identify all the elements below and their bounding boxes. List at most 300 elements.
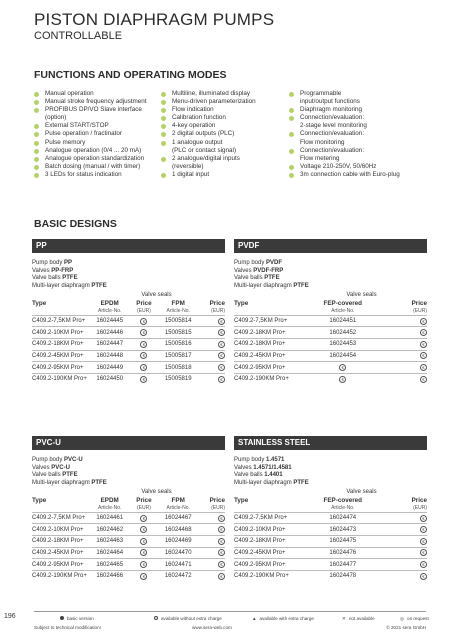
article-cell	[296, 339, 390, 351]
sub-eur: (EUR)	[137, 308, 151, 315]
table-row	[32, 536, 225, 548]
function-item: 3 LEDs for status indication	[34, 171, 164, 179]
sub-eur-2: (EUR)	[211, 308, 225, 315]
pvcu-panel	[32, 436, 225, 582]
stainless-steel-panel	[234, 436, 427, 582]
price-cell	[390, 536, 427, 548]
article-cell	[296, 373, 390, 385]
material-label: Pump body	[234, 260, 267, 266]
material-value: PVC-U	[51, 464, 70, 471]
article-cell	[296, 315, 390, 327]
type-cell: C409.2-190KM Pro+	[234, 570, 296, 582]
price-icon: €	[140, 526, 147, 533]
sub-article-2: Article-No.	[166, 505, 190, 512]
material-label: Multi-layer diaphragm	[234, 479, 294, 486]
header-row	[234, 496, 427, 504]
price-cell-2	[200, 315, 225, 327]
price-cell	[131, 362, 156, 374]
table-row	[234, 536, 427, 548]
col-fep: FEP-covered	[323, 496, 363, 504]
footer-note: Subject to technical modification!	[34, 625, 101, 630]
table-row	[32, 547, 225, 559]
function-item: Programmable	[289, 90, 424, 98]
function-item: Batch dosing (manual / with timer)	[34, 163, 164, 171]
header-row	[32, 299, 225, 307]
type-cell: C409.2-7,5KM Pro+	[32, 315, 88, 327]
type-cell: C409.2-190KM Pro+	[32, 373, 88, 385]
type-cell: C409.2-45KM Pro+	[32, 547, 88, 559]
type-cell: C409.2-10KM Pro+	[32, 327, 88, 339]
price-cell-2	[200, 547, 225, 559]
material-line	[234, 283, 427, 291]
article-cell: 16024465	[88, 559, 131, 571]
price-cell	[390, 327, 427, 339]
type-cell: C409.2-18KM Pro+	[234, 536, 296, 548]
material-label: Valve balls	[234, 472, 265, 479]
article-number: 16024452	[329, 329, 357, 336]
material-description	[234, 260, 427, 290]
material-line	[32, 457, 225, 465]
valve-seals-label: Valve seals	[346, 291, 377, 298]
price-cell	[131, 327, 156, 339]
material-line	[32, 260, 225, 268]
material-label: Valves	[234, 267, 254, 274]
material-label: Valve balls	[32, 472, 63, 479]
article-number: 16024451	[329, 318, 357, 325]
col-type: Type	[32, 299, 47, 307]
col-epdm: EPDM	[100, 496, 119, 504]
price-icon: €	[420, 573, 427, 580]
valve-seals-row	[234, 487, 427, 496]
col-type: Type	[234, 496, 249, 504]
price-cell	[131, 570, 156, 582]
material-label: Valves	[32, 267, 52, 274]
valve-seals-row	[234, 290, 427, 299]
price-icon: €	[140, 352, 147, 359]
price-icon: €	[140, 341, 147, 348]
sub-article: Article-No.	[331, 505, 355, 512]
price-cell	[390, 524, 427, 536]
col-fep: FEP-covered	[323, 299, 363, 307]
article-cell	[296, 362, 390, 374]
table-row	[234, 350, 427, 362]
article-number: 16024476	[329, 549, 357, 556]
material-value: PTFE	[91, 282, 107, 289]
article-cell-2: 16024469	[156, 536, 199, 548]
page-number: 196	[4, 613, 16, 620]
article-cell-2: 15005819	[156, 373, 199, 385]
function-item: Connection/evaluation:	[289, 147, 424, 155]
type-cell: C409.2-10KM Pro+	[32, 524, 88, 536]
material-label: Pump body	[234, 457, 267, 463]
col-fpm: FPM	[171, 496, 185, 504]
material-value: 1.4571/1.4581	[253, 464, 292, 471]
type-cell: C409.2-18KM Pro+	[234, 327, 296, 339]
article-cell-2: 15005818	[156, 362, 199, 374]
material-description	[234, 457, 427, 487]
material-label: Valves	[234, 464, 254, 471]
article-cell	[296, 559, 390, 571]
function-item: Manual stroke frequency adjustment	[34, 98, 164, 106]
article-cell: 16024462	[88, 524, 131, 536]
subheader-row	[234, 504, 427, 512]
on-request-icon: ◎	[400, 616, 405, 621]
material-value: PTFE	[62, 275, 78, 282]
price-cell-2	[200, 327, 225, 339]
table-row	[234, 339, 427, 351]
table-row	[234, 315, 427, 327]
material-line	[234, 465, 427, 473]
function-item: input/output functions	[300, 98, 360, 106]
legend	[34, 611, 429, 621]
subheader-row	[234, 307, 427, 315]
price-icon: €	[140, 538, 147, 545]
price-icon: €	[420, 318, 427, 325]
price-icon: €	[218, 341, 225, 348]
type-cell: C409.2-18KM Pro+	[234, 339, 296, 351]
price-icon: €	[218, 538, 225, 545]
function-item: 2 digital outputs (PLC)	[161, 130, 291, 138]
material-label: Valves	[32, 464, 52, 471]
price-icon: €	[420, 376, 427, 383]
article-cell: 16024445	[88, 315, 131, 327]
col-type: Type	[32, 496, 47, 504]
price-cell	[131, 536, 156, 548]
price-icon: €	[218, 329, 225, 336]
type-cell: C409.2-95KM Pro+	[234, 362, 296, 374]
price-cell-2	[200, 570, 225, 582]
function-item: 1 digital input	[161, 171, 291, 179]
table-row	[234, 570, 427, 582]
price-icon: €	[218, 561, 225, 568]
price-icon: €	[420, 364, 427, 371]
material-line	[32, 275, 225, 283]
article-cell	[296, 327, 390, 339]
price-cell-2	[200, 524, 225, 536]
price-icon: €	[218, 526, 225, 533]
type-cell: C409.2-7,5KM Pro+	[234, 512, 296, 524]
article-cell: 16024463	[88, 536, 131, 548]
legend-basic-version: basic version	[60, 616, 94, 621]
type-cell: C409.2-7,5KM Pro+	[32, 512, 88, 524]
cross-icon: ✕	[342, 616, 346, 621]
sub-eur: (EUR)	[413, 308, 427, 315]
pp-panel	[32, 239, 225, 385]
function-item: Connection/evaluation:	[289, 130, 424, 138]
sub-eur: (EUR)	[137, 505, 151, 512]
material-line	[32, 268, 225, 276]
page-title: PISTON DIAPHRAGM PUMPS	[34, 10, 275, 29]
table-row	[32, 315, 225, 327]
price-icon: €	[218, 364, 225, 371]
subheader-row	[32, 504, 225, 512]
sub-eur-2: (EUR)	[211, 505, 225, 512]
article-cell	[296, 570, 390, 582]
material-description	[32, 260, 225, 290]
function-item: 2 analogue/digital inputs	[161, 155, 291, 163]
price-cell	[131, 339, 156, 351]
col-price-2: Price	[209, 496, 225, 504]
material-line	[234, 260, 427, 268]
type-cell: C409.2-45KM Pro+	[32, 350, 88, 362]
price-icon: €	[420, 538, 427, 545]
functions-column-3	[289, 90, 424, 179]
legend-without-extra-charge: available without extra charge	[154, 616, 222, 621]
col-price: Price	[411, 496, 427, 504]
pvdf-panel	[234, 239, 427, 385]
header-row	[234, 299, 427, 307]
price-cell	[131, 315, 156, 327]
table-row	[32, 327, 225, 339]
price-icon: €	[420, 352, 427, 359]
article-cell-2: 15005817	[156, 350, 199, 362]
function-item: Analogue operation standardization	[34, 155, 164, 163]
table-row	[32, 362, 225, 374]
material-line	[32, 465, 225, 473]
price-icon: €	[218, 515, 225, 522]
article-cell: 16024446	[88, 327, 131, 339]
table-row	[32, 373, 225, 385]
material-value: PVC-U	[64, 457, 83, 463]
function-item: (reversible)	[172, 162, 204, 170]
price-cell-2	[200, 373, 225, 385]
material-line	[234, 480, 427, 488]
type-cell: C409.2-190KM Pro+	[32, 570, 88, 582]
material-value: PTFE	[62, 472, 78, 479]
price-table	[234, 487, 427, 582]
article-cell-2: 15005815	[156, 327, 199, 339]
function-item: 2-stage level monitoring	[300, 122, 367, 130]
table-row	[32, 524, 225, 536]
price-icon: €	[140, 318, 147, 325]
function-item: Menu-driven parameterization	[161, 98, 291, 106]
material-line	[32, 472, 225, 480]
material-line	[234, 268, 427, 276]
function-item: Voltage 210-250V, 50/60Hz	[289, 163, 424, 171]
material-label: Valve balls	[32, 275, 63, 282]
material-line	[234, 275, 427, 283]
material-line	[234, 457, 427, 465]
price-cell	[131, 559, 156, 571]
price-table	[32, 487, 225, 582]
article-cell-2: 15005814	[156, 315, 199, 327]
functions-heading: FUNCTIONS AND OPERATING MODES	[34, 69, 227, 81]
function-item: Flow indication	[161, 106, 291, 114]
article-cell	[296, 547, 390, 559]
valve-seals-row	[32, 290, 225, 299]
article-cell: 16024447	[88, 339, 131, 351]
price-table	[234, 290, 427, 385]
basic-designs-heading: BASIC DESIGNS	[34, 218, 117, 230]
article-cell: 16024449	[88, 362, 131, 374]
type-cell: C409.2-10KM Pro+	[234, 524, 296, 536]
price-cell	[131, 512, 156, 524]
sub-article: Article-No.	[98, 308, 122, 315]
material-label: Pump body	[32, 457, 65, 463]
price-table	[32, 290, 225, 385]
panel-title: PVDF	[234, 239, 427, 253]
material-value: PVDF	[266, 260, 283, 266]
price-icon: €	[140, 561, 147, 568]
function-item: Multiline, illuminated display	[161, 90, 291, 98]
material-label: Multi-layer diaphragm	[32, 282, 92, 289]
material-line	[32, 283, 225, 291]
function-item: Calibration function	[161, 114, 291, 122]
material-value: PTFE	[91, 479, 107, 486]
sub-article-2: Article-No.	[166, 308, 190, 315]
material-label: Pump body	[32, 260, 65, 266]
price-icon: €	[420, 561, 427, 568]
price-cell	[390, 512, 427, 524]
article-cell-2: 16024471	[156, 559, 199, 571]
on-request-icon: €	[339, 376, 346, 383]
price-cell	[390, 362, 427, 374]
page-subtitle: CONTROLLABLE	[34, 30, 123, 42]
type-cell: C409.2-7,5KM Pro+	[234, 315, 296, 327]
function-item: PROFIBUS DP/VO Slave interface (option)	[34, 106, 164, 122]
price-cell	[131, 350, 156, 362]
price-icon: €	[218, 318, 225, 325]
material-label: Valve balls	[234, 275, 265, 282]
article-cell: 16024448	[88, 350, 131, 362]
price-icon: €	[420, 515, 427, 522]
article-cell-2: 16024467	[156, 512, 199, 524]
valve-seals-label: Valve seals	[346, 488, 377, 495]
table-row	[234, 512, 427, 524]
material-line	[32, 480, 225, 488]
table-row	[32, 559, 225, 571]
price-cell	[131, 524, 156, 536]
valve-seals-row	[32, 487, 225, 496]
price-icon: €	[140, 364, 147, 371]
material-value: PTFE	[293, 282, 309, 289]
type-cell: C409.2-95KM Pro+	[234, 559, 296, 571]
material-value: PP	[64, 260, 73, 266]
filled-dot-icon	[60, 616, 64, 620]
type-cell: C409.2-45KM Pro+	[234, 350, 296, 362]
col-epdm: EPDM	[100, 299, 119, 307]
article-cell	[296, 524, 390, 536]
triangle-icon: ▲	[252, 616, 257, 621]
panel-title: PP	[32, 239, 225, 253]
material-value: 1.4401	[264, 472, 283, 479]
material-value: 1.4571	[266, 457, 285, 463]
article-cell	[296, 536, 390, 548]
article-number: 16024477	[329, 561, 357, 568]
article-cell: 16024450	[88, 373, 131, 385]
footer-copyright: © 2021 sera GmbH	[386, 625, 426, 630]
valve-seals-label: Valve seals	[141, 488, 172, 495]
function-item: Diaphragm monitoring	[289, 106, 424, 114]
functions-column-1	[34, 90, 164, 179]
material-description	[32, 457, 225, 487]
col-fpm: FPM	[171, 299, 185, 307]
function-item: Analogue operation (0/4 ... 20 mA)	[34, 147, 164, 155]
material-value: PTFE	[264, 275, 280, 282]
legend-with-extra-charge: ▲ available with extra charge	[252, 616, 314, 621]
article-cell: 16024464	[88, 547, 131, 559]
price-icon: €	[140, 549, 147, 556]
material-label: Multi-layer diaphragm	[234, 282, 294, 289]
article-number: 16024453	[329, 341, 357, 348]
table-row	[32, 350, 225, 362]
table-row	[234, 559, 427, 571]
article-cell-2: 16024468	[156, 524, 199, 536]
article-cell: 16024461	[88, 512, 131, 524]
legend-not-available: ✕ not available	[342, 616, 375, 621]
price-cell-2	[200, 536, 225, 548]
price-icon: €	[420, 526, 427, 533]
col-type: Type	[234, 299, 249, 307]
material-value: PTFE	[293, 479, 309, 486]
price-icon: €	[140, 573, 147, 580]
function-item: 4-key operation	[161, 122, 291, 130]
material-value: PP-FRP	[51, 267, 74, 274]
type-cell: C409.2-18KM Pro+	[32, 339, 88, 351]
valve-seals-label: Valve seals	[141, 291, 172, 298]
article-number: 16024473	[329, 526, 357, 533]
article-cell-2: 16024470	[156, 547, 199, 559]
price-icon: €	[140, 515, 147, 522]
price-cell	[390, 339, 427, 351]
functions-column-2	[161, 90, 291, 179]
price-cell	[390, 570, 427, 582]
footer-website[interactable]: www.sera-web.com	[192, 625, 232, 630]
article-cell-2: 15005816	[156, 339, 199, 351]
type-cell: C409.2-95KM Pro+	[32, 362, 88, 374]
price-cell-2	[200, 350, 225, 362]
price-icon: €	[420, 329, 427, 336]
half-circle-icon	[154, 616, 158, 620]
type-cell: C409.2-18KM Pro+	[32, 536, 88, 548]
article-cell-2: 16024472	[156, 570, 199, 582]
article-cell	[296, 512, 390, 524]
table-row	[32, 512, 225, 524]
table-row	[234, 373, 427, 385]
function-item: 1 analogue output	[161, 139, 291, 147]
article-cell	[296, 350, 390, 362]
header-row	[32, 496, 225, 504]
price-icon: €	[218, 376, 225, 383]
price-cell	[131, 547, 156, 559]
article-number: 16024474	[329, 515, 357, 522]
function-item: 3m connection cable with Euro-plug	[289, 171, 424, 179]
table-row	[32, 339, 225, 351]
type-cell: C409.2-45KM Pro+	[234, 547, 296, 559]
article-number: 16024454	[329, 352, 357, 359]
price-cell-2	[200, 512, 225, 524]
sub-article: Article-No.	[98, 505, 122, 512]
price-cell	[390, 547, 427, 559]
material-label: Multi-layer diaphragm	[32, 479, 92, 486]
table-row	[234, 547, 427, 559]
price-icon: €	[140, 376, 147, 383]
col-price: Price	[411, 299, 427, 307]
price-cell-2	[200, 559, 225, 571]
table-row	[234, 524, 427, 536]
price-icon: €	[218, 352, 225, 359]
price-cell	[390, 315, 427, 327]
function-item: Flow monitoring	[300, 138, 345, 146]
price-icon: €	[140, 329, 147, 336]
function-item: (PLC or contact signal)	[172, 146, 237, 154]
table-row	[234, 362, 427, 374]
price-icon: €	[218, 549, 225, 556]
panel-title: PVC-U	[32, 436, 225, 450]
price-cell	[390, 350, 427, 362]
subheader-row	[32, 307, 225, 315]
on-request-icon: €	[339, 364, 346, 371]
